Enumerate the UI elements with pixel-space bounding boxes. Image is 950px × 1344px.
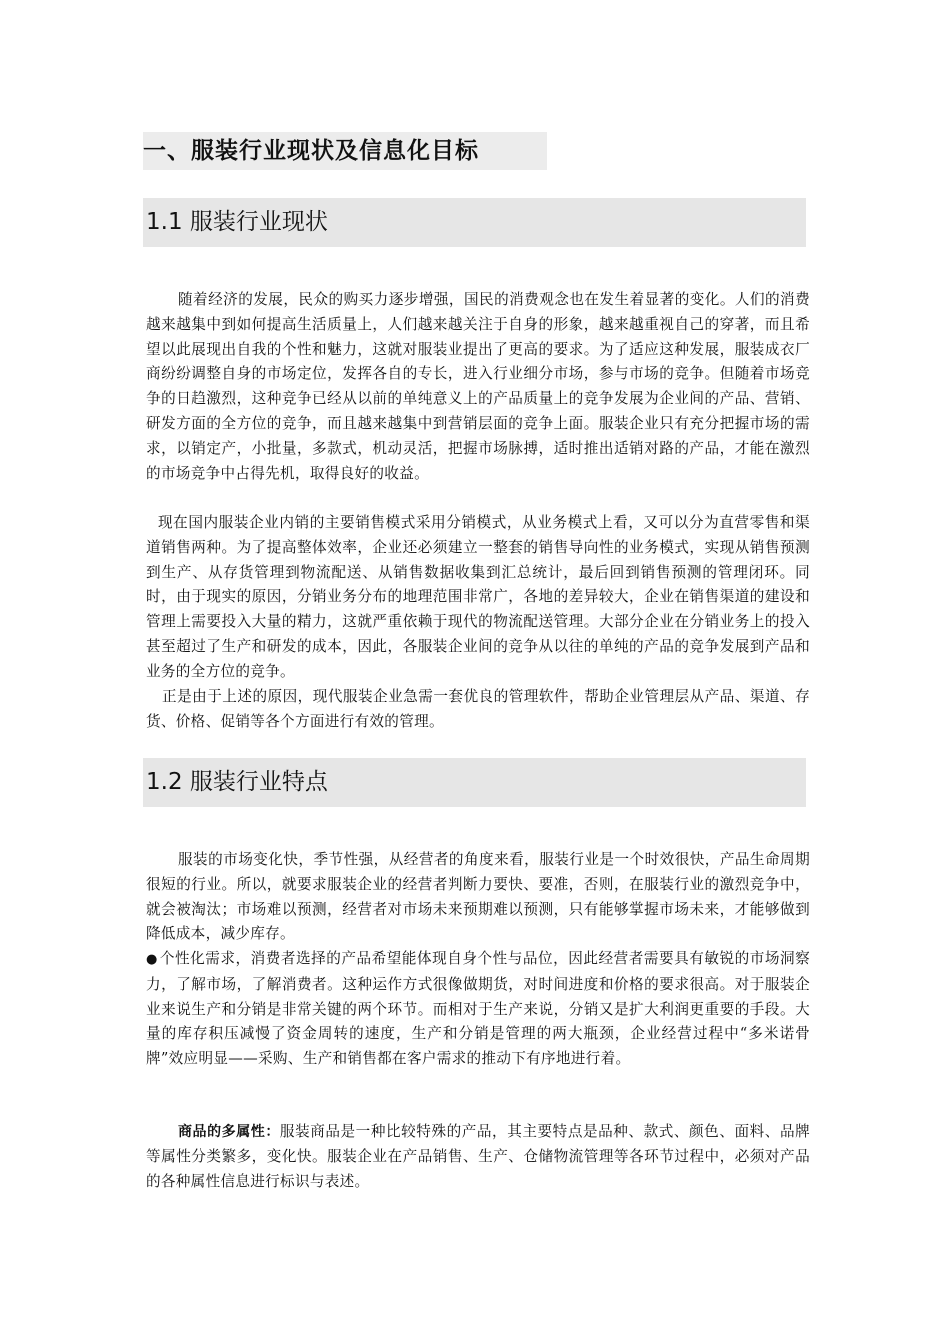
paragraph-text: 服装商品是一种比较特殊的产品，其主要特点是品种、款式、颜色、面料、品牌等属性分类繁多，变化快。服装企业在产品销售、生产、仓储物流管理等各环节过程中，必须对产品的各种属性信息进行标识与表述。 (146, 1123, 810, 1190)
paragraph-lead-label: 商品的多属性： (178, 1124, 280, 1140)
section-1-2-bullet-paragraph (146, 947, 810, 1072)
section-1-1-paragraph-3: 正是由于上述的原因，现代服装企业急需一套优良的管理软件，帮助企业管理层从产品、渠道、存货、价格、促销等各个方面进行有效的管理。 (146, 688, 810, 730)
section-heading-1-1: 1.1 服装行业现状 (143, 198, 806, 247)
section-1-2-paragraph-1: 服装的市场变化快，季节性强，从经营者的角度来看，服装行业是一个时效很快，产品生命周期很短的行业。所以，就要求服装企业的经营者判断力要快、要准，否则，在服装行业的激烈竞争中，就会被淘汰；市场难以预测，经营者对市场未来预期难以预测，只有能够掌握市场未来，才能够做到降低成本，减少库存。 (146, 851, 810, 943)
bullet-text: 个性化需求，消费者选择的产品希望能体现自身个性与品位，因此经营者需要具有敏锐的市场洞察力，了解市场，了解消费者。这种运作方式很像做期货，对时间进度和价格的要求很高。对于服装企业来说生产和分销是非常关键的两个环节。而相对于生产来说，分销又是扩大利润更重要的手段。大量的库存积压减慢了资金周转的速度，生产和分销是管理的两大瓶颈，企业经营过程中“多米诺骨牌”效应明显——采购、生产和销售都在客户需求的推动下有序地进行着。 (146, 950, 810, 1068)
section-1-1-paragraph-1: 随着经济的发展，民众的购买力逐步增强，国民的消费观念也在发生着显著的变化。人们的消费越来越集中到如何提高生活质量上，人们越来越关注于自身的形象，越来越重视自己的穿著，而且希望以此展现出自我的个性和魅力，这就对服装业提出了更高的要求。为了适应这种发展，服装成衣厂商纷纷调整自身的市场定位，发挥各自的专长，进入行业细分市场，参与市场的竞争。但随着市场竞争的日趋激烈，这种竞争已经从以前的单纯意义上的产品质量上的竞争发展为企业间的产品、营销、研发方面的全方位的竞争，而且越来越集中到营销层面的竞争上面。服装企业只有充分把握市场的需求，以销定产，小批量，多款式，机动灵活，把握市场脉搏，适时推出适销对路的产品，才能在激烈的市场竞争中占得先机，取得良好的收益。 (146, 291, 810, 482)
bullet-icon: ● (146, 952, 158, 967)
chapter-title: 一、服装行业现状及信息化目标 (143, 132, 547, 170)
section-1-1-paragraph-2: 现在国内服装企业内销的主要销售模式采用分销模式，从业务模式上看，又可以分为直营零售和渠道销售两种。为了提高整体效率，企业还必须建立一整套的销售导向性的业务模式，实现从销售预测到生产、从存货管理到物流配送、从销售数据收集到汇总统计，最后回到销售预测的管理闭环。同时，由于现实的原因，分销业务分布的地理范围非常广，各地的差异较大，企业在销售渠道的建设和管理上需要投入大量的精力，这就严重依赖于现代的物流配送管理。大部分企业在分销业务上的投入甚至超过了生产和研发的成本，因此，各服装企业间的竞争从以往的单纯的产品的竞争发展到产品和业务的全方位的竞争。 (146, 514, 810, 680)
section-heading-1-2: 1.2 服装行业特点 (143, 758, 806, 807)
section-1-2-paragraph-3 (146, 1120, 810, 1194)
